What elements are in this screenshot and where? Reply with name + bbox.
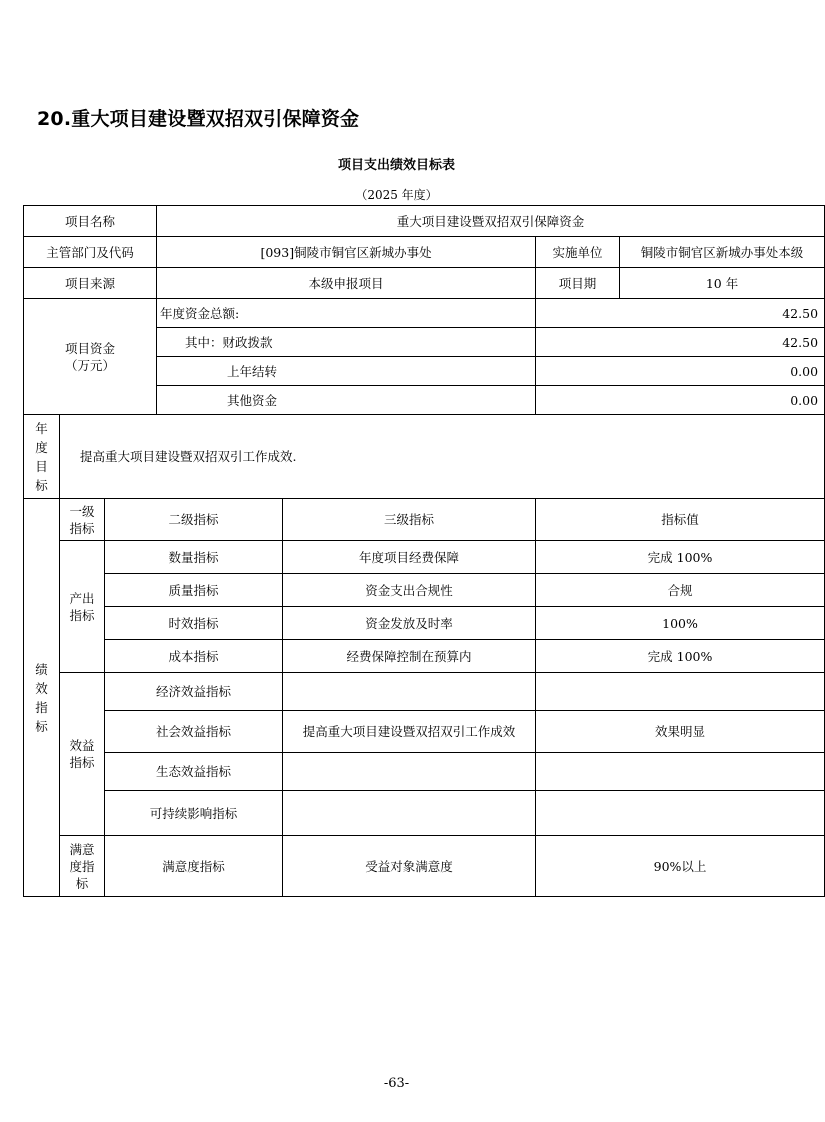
annual-goal-label-cell <box>24 415 60 499</box>
dept-label: 主管部门及代码 <box>24 237 157 268</box>
carryover-value: 0.00 <box>536 357 825 386</box>
output-value: 合规 <box>536 574 825 607</box>
output-value: 完成 100% <box>536 541 825 574</box>
header-l1: 一级指标 <box>69 503 95 536</box>
funds-label: 项目资金 <box>65 340 116 356</box>
benefit-value <box>536 753 825 791</box>
output-value: 100% <box>536 607 825 640</box>
benefit-label-cell <box>60 673 105 836</box>
fiscal-value: 42.50 <box>536 328 825 357</box>
output-label-cell <box>60 541 105 673</box>
satisfaction-l3: 受益对象满意度 <box>283 836 536 897</box>
table-row <box>24 753 825 791</box>
benefit-l2: 可持续影响指标 <box>105 791 283 836</box>
output-l2: 质量指标 <box>105 574 283 607</box>
header-l1-cell <box>60 499 105 541</box>
output-l3: 年度项目经费保障 <box>283 541 536 574</box>
impl-unit-value: 铜陵市铜官区新城办事处本级 <box>620 237 825 268</box>
table-row <box>24 574 825 607</box>
benefit-l3: 提高重大项目建设暨双招双引工作成效 <box>283 711 536 753</box>
benefit-value <box>536 791 825 836</box>
benefit-label: 效益指标 <box>69 738 95 770</box>
output-l3: 资金发放及时率 <box>283 607 536 640</box>
output-l2: 数量指标 <box>105 541 283 574</box>
table-row <box>24 499 825 541</box>
annual-total-value: 42.50 <box>536 299 825 328</box>
table-row <box>24 607 825 640</box>
period-label: 项目期 <box>536 268 620 299</box>
other-funds-value: 0.00 <box>536 386 825 415</box>
source-label: 项目来源 <box>24 268 157 299</box>
carryover-label: 上年结转 <box>157 357 536 386</box>
output-l2: 成本指标 <box>105 640 283 673</box>
output-l2: 时效指标 <box>105 607 283 640</box>
other-funds-label: 其他资金 <box>157 386 536 415</box>
header-l2: 二级指标 <box>105 499 283 541</box>
benefit-l3 <box>283 753 536 791</box>
output-l3: 经费保障控制在预算内 <box>283 640 536 673</box>
project-name-value: 重大项目建设暨双招双引保障资金 <box>157 206 825 237</box>
benefit-l2: 生态效益指标 <box>105 753 283 791</box>
annual-goal-text: 提高重大项目建设暨双招双引工作成效. <box>60 415 825 499</box>
benefit-l3 <box>283 673 536 711</box>
perf-section-cell <box>24 499 60 897</box>
satisfaction-l2: 满意度指标 <box>105 836 283 897</box>
table-row <box>24 640 825 673</box>
perf-section-label: 绩效指标 <box>35 661 48 734</box>
impl-unit-label: 实施单位 <box>536 237 620 268</box>
satisfaction-label: 满意度指标 <box>69 841 95 891</box>
benefit-l3 <box>283 791 536 836</box>
section-heading: 20.重大项目建设暨双招双引保障资金 <box>37 108 360 130</box>
benefit-l2: 经济效益指标 <box>105 673 283 711</box>
table-row <box>24 299 825 328</box>
table-row <box>24 415 825 499</box>
table-title: 项目支出绩效目标表 <box>337 158 455 173</box>
funds-unit: （万元） <box>65 357 116 373</box>
fiscal-label: 其中：财政拨款 <box>157 328 536 357</box>
performance-goal-table <box>23 205 825 897</box>
table-row <box>24 206 825 237</box>
table-row <box>24 711 825 753</box>
table-row <box>24 836 825 897</box>
page-number: -63- <box>383 1076 410 1091</box>
annual-goal-label: 年度目标 <box>35 420 48 493</box>
table-row <box>24 237 825 268</box>
output-label: 产出指标 <box>69 590 95 623</box>
table-row <box>24 268 825 299</box>
year-label: （2025 年度） <box>355 188 438 202</box>
period-value: 10 年 <box>620 268 825 299</box>
output-l3: 资金支出合规性 <box>283 574 536 607</box>
satisfaction-label-cell <box>60 836 105 897</box>
funds-label-cell <box>24 299 157 415</box>
dept-value: [093]铜陵市铜官区新城办事处 <box>157 237 536 268</box>
benefit-value <box>536 673 825 711</box>
table-row <box>24 791 825 836</box>
header-value: 指标值 <box>536 499 825 541</box>
benefit-value: 效果明显 <box>536 711 825 753</box>
source-value: 本级申报项目 <box>157 268 536 299</box>
benefit-l2: 社会效益指标 <box>105 711 283 753</box>
project-name-label: 项目名称 <box>24 206 157 237</box>
header-l3: 三级指标 <box>283 499 536 541</box>
annual-total-label: 年度资金总额: <box>157 299 536 328</box>
table-row <box>24 673 825 711</box>
output-value: 完成 100% <box>536 640 825 673</box>
table-row <box>24 541 825 574</box>
satisfaction-value: 90%以上 <box>536 836 825 897</box>
